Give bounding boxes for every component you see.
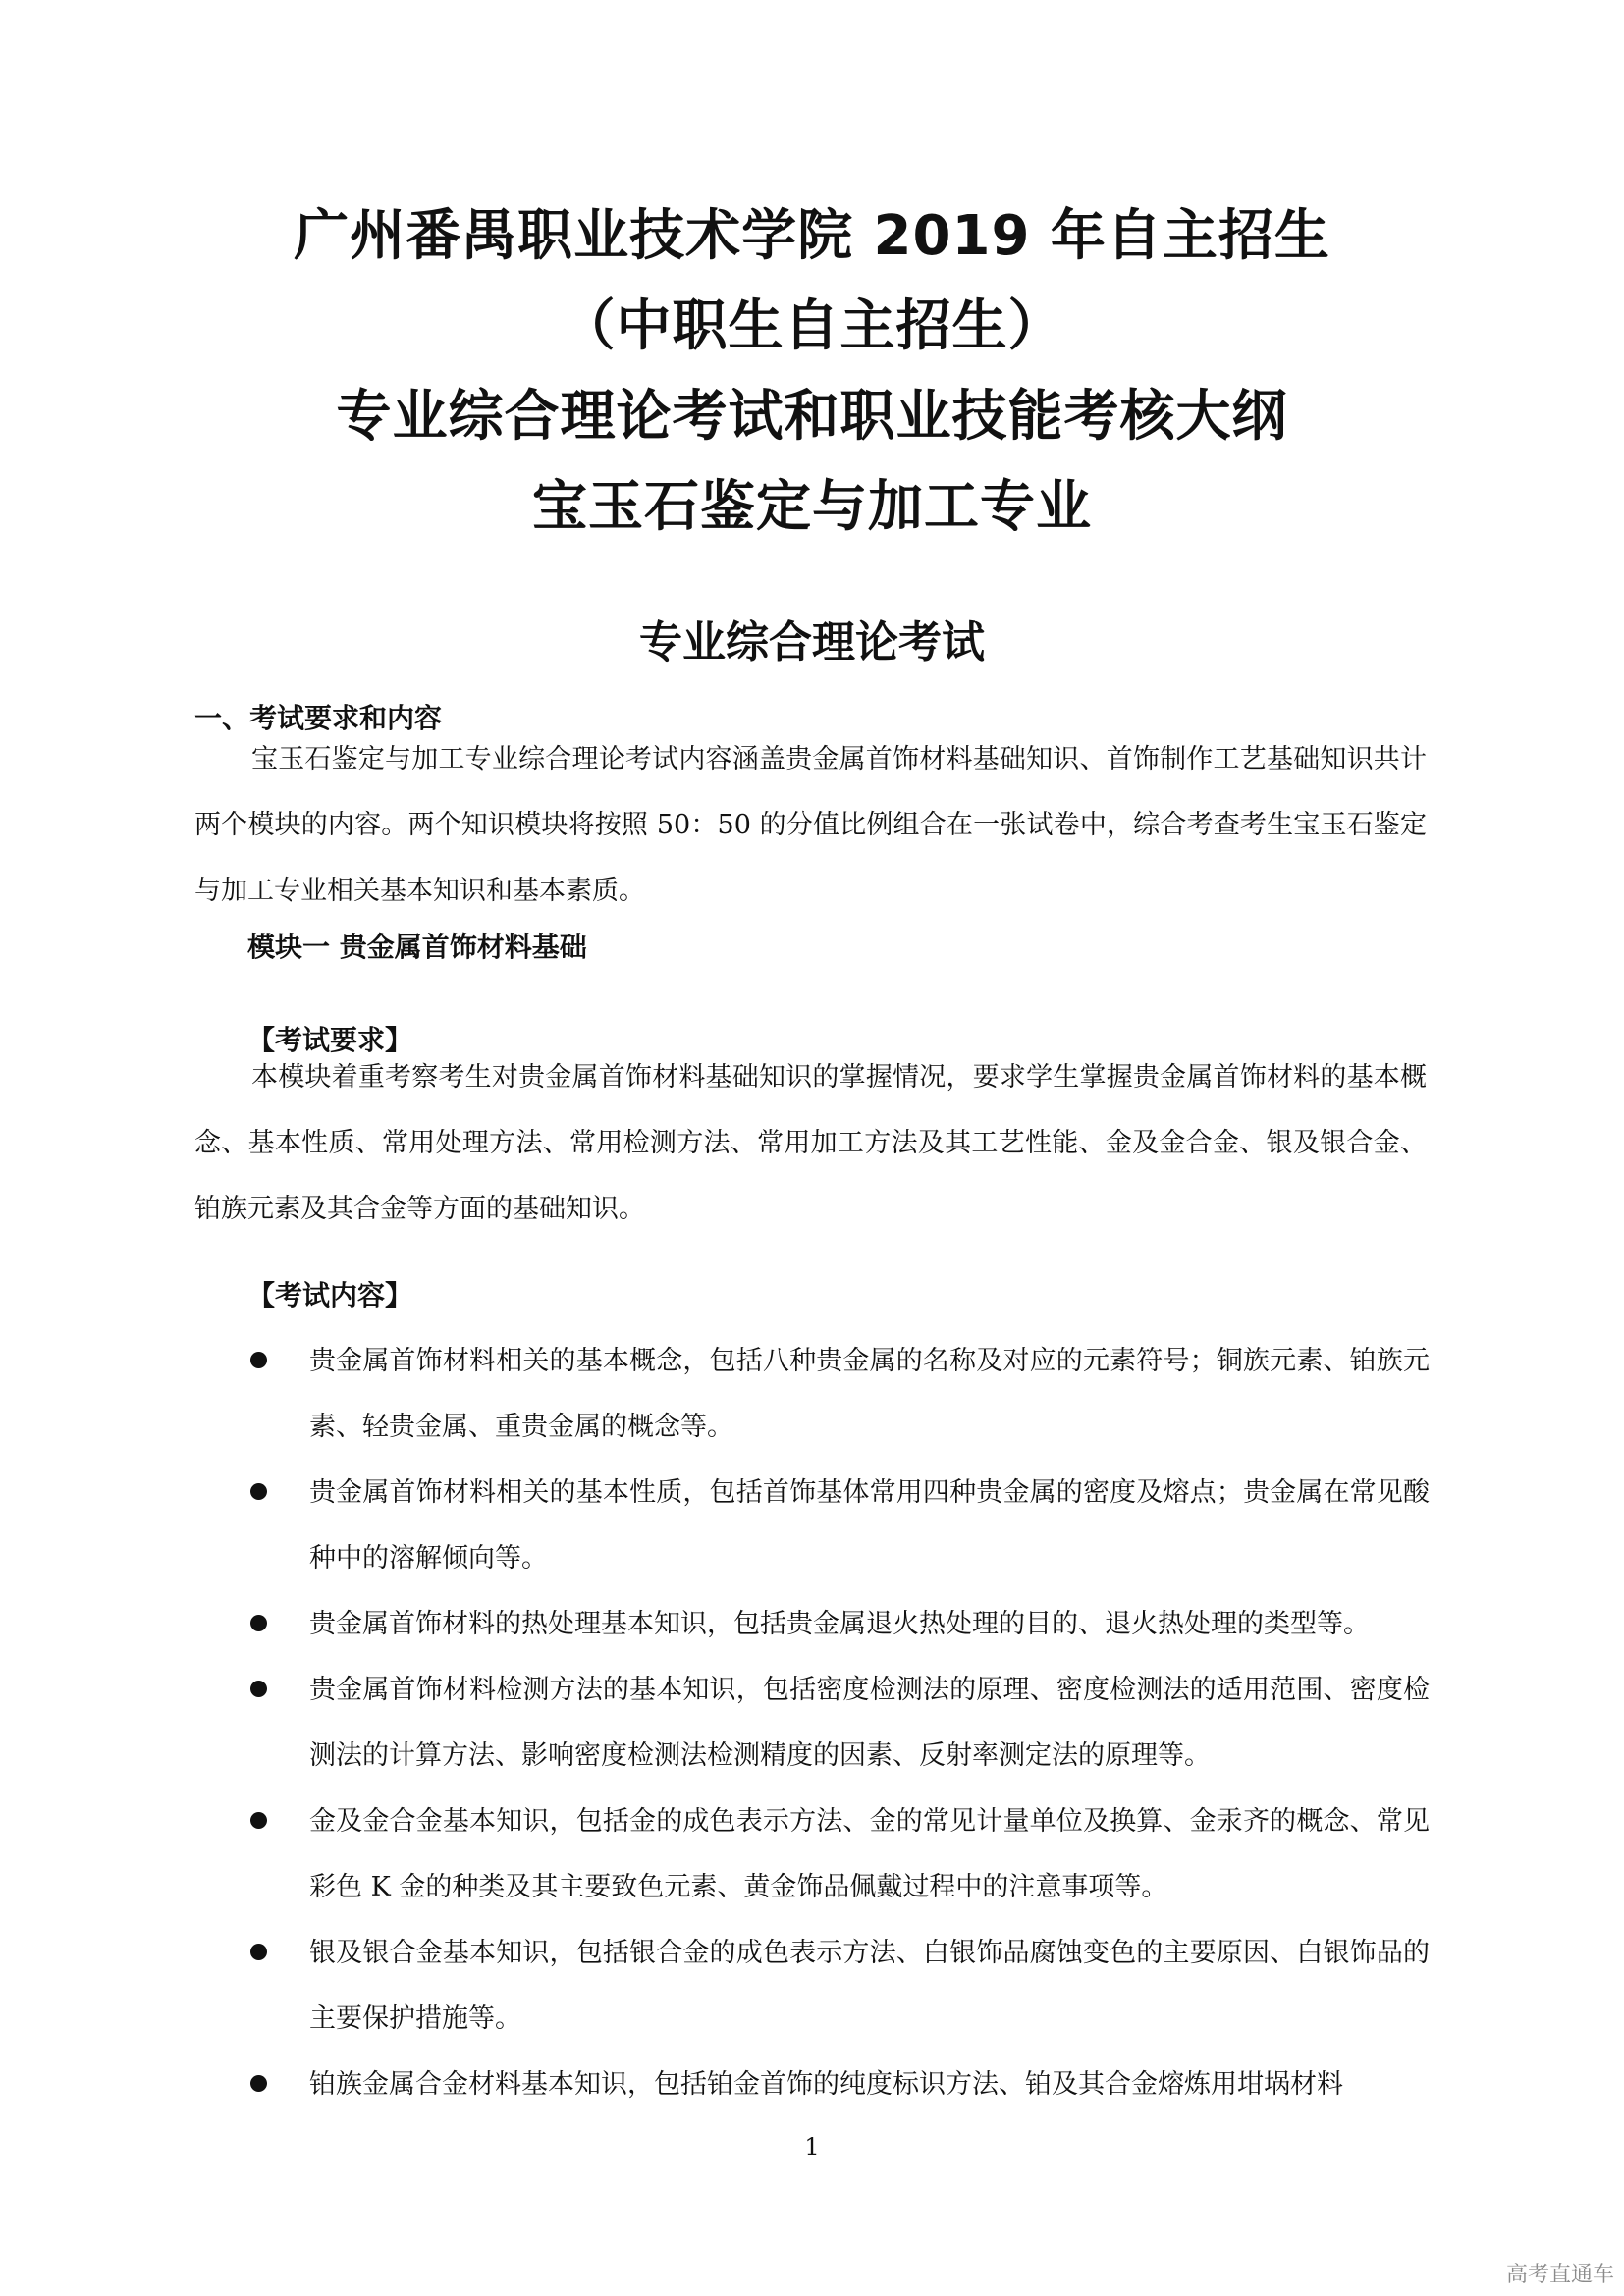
title-line-4: 宝玉石鉴定与加工专业 (532, 475, 1092, 539)
bullet-dot-icon (250, 1483, 267, 1500)
list-item-text: 贵金属首饰材料的热处理基本知识，包括贵金属退火热处理的目的、退火热处理的类型等。 (309, 1609, 1370, 1639)
page-number: 1 (804, 2133, 820, 2161)
title-line-2: （中职生自主招生） (560, 294, 1064, 358)
list-item-text: 金及金合金基本知识，包括金的成色表示方法、金的常见计量单位及换算、金汞齐的概念、常见彩色 K 金的种类及其主要致色元素、黄金饰品佩戴过程中的注意事项等。 (309, 1806, 1430, 1902)
bullet-dot-icon (250, 1812, 267, 1829)
list-item (194, 1920, 1430, 2052)
list-item-text: 银及银合金基本知识，包括银合金的成色表示方法、白银饰品腐蚀变色的主要原因、白银饰品的主要保护措施等。 (309, 1938, 1430, 2034)
list-item-text: 贵金属首饰材料检测方法的基本知识，包括密度检测法的原理、密度检测法的适用范围、密度检测法的计算方法、影响密度检测法检测精度的因素、反射率测定法的原理等。 (309, 1675, 1430, 1771)
intro-paragraph: 宝玉石鉴定与加工专业综合理论考试内容涵盖贵金属首饰材料基础知识、首饰制作工艺基础知识共计两个模块的内容。两个知识模块将按照 50：50 的分值比例组合在一张试卷中，综合考查考生宝玉石鉴定与加工专业相关基本知识和基本素质。 (194, 744, 1427, 906)
bullet-dot-icon (250, 1681, 267, 1697)
section-title: 专业综合理论考试 (639, 617, 985, 667)
exam-requirements-paragraph: 本模块着重考察考生对贵金属首饰材料基础知识的掌握情况，要求学生掌握贵金属首饰材料的基本概念、基本性质、常用处理方法、常用检测方法、常用加工方法及其工艺性能、金及金合金、银及银合金、铂族元素及其合金等方面的基础知识。 (194, 1062, 1427, 1224)
list-item (194, 1591, 1430, 1657)
bullet-dot-icon (250, 1944, 267, 1960)
list-item (194, 1328, 1430, 1460)
bullet-dot-icon (250, 1615, 267, 1631)
watermark: 高考直通车 (1505, 2263, 1614, 2287)
exam-requirements-label: 【考试要求】 (247, 1024, 413, 1056)
list-item (194, 1460, 1430, 1591)
list-item (194, 1789, 1430, 1920)
heading-exam-requirements-content: 一、考试要求和内容 (194, 702, 443, 734)
title-line-3: 专业综合理论考试和职业技能考核大纲 (336, 385, 1288, 449)
list-item-text: 贵金属首饰材料相关的基本概念，包括八种贵金属的名称及对应的元素符号；铜族元素、铂族元素、轻贵金属、重贵金属的概念等。 (309, 1346, 1430, 1442)
list-item-text: 铂族金属合金材料基本知识，包括铂金首饰的纯度标识方法、铂及其合金熔炼用坩埚材料 (309, 2069, 1343, 2100)
bullet-dot-icon (250, 1352, 267, 1368)
exam-content-list (194, 1328, 1430, 2117)
list-item (194, 1657, 1430, 1789)
module-title: 模块一 贵金属首饰材料基础 (247, 931, 587, 963)
bullet-dot-icon (250, 2075, 267, 2092)
title-line-1: 广州番禺职业技术学院 2019 年自主招生 (294, 204, 1330, 268)
document-title (0, 191, 1624, 553)
list-item (194, 2052, 1430, 2117)
list-item-text: 贵金属首饰材料相关的基本性质，包括首饰基体常用四种贵金属的密度及熔点；贵金属在常见酸种中的溶解倾向等。 (309, 1477, 1430, 1574)
exam-content-label: 【考试内容】 (247, 1279, 413, 1311)
